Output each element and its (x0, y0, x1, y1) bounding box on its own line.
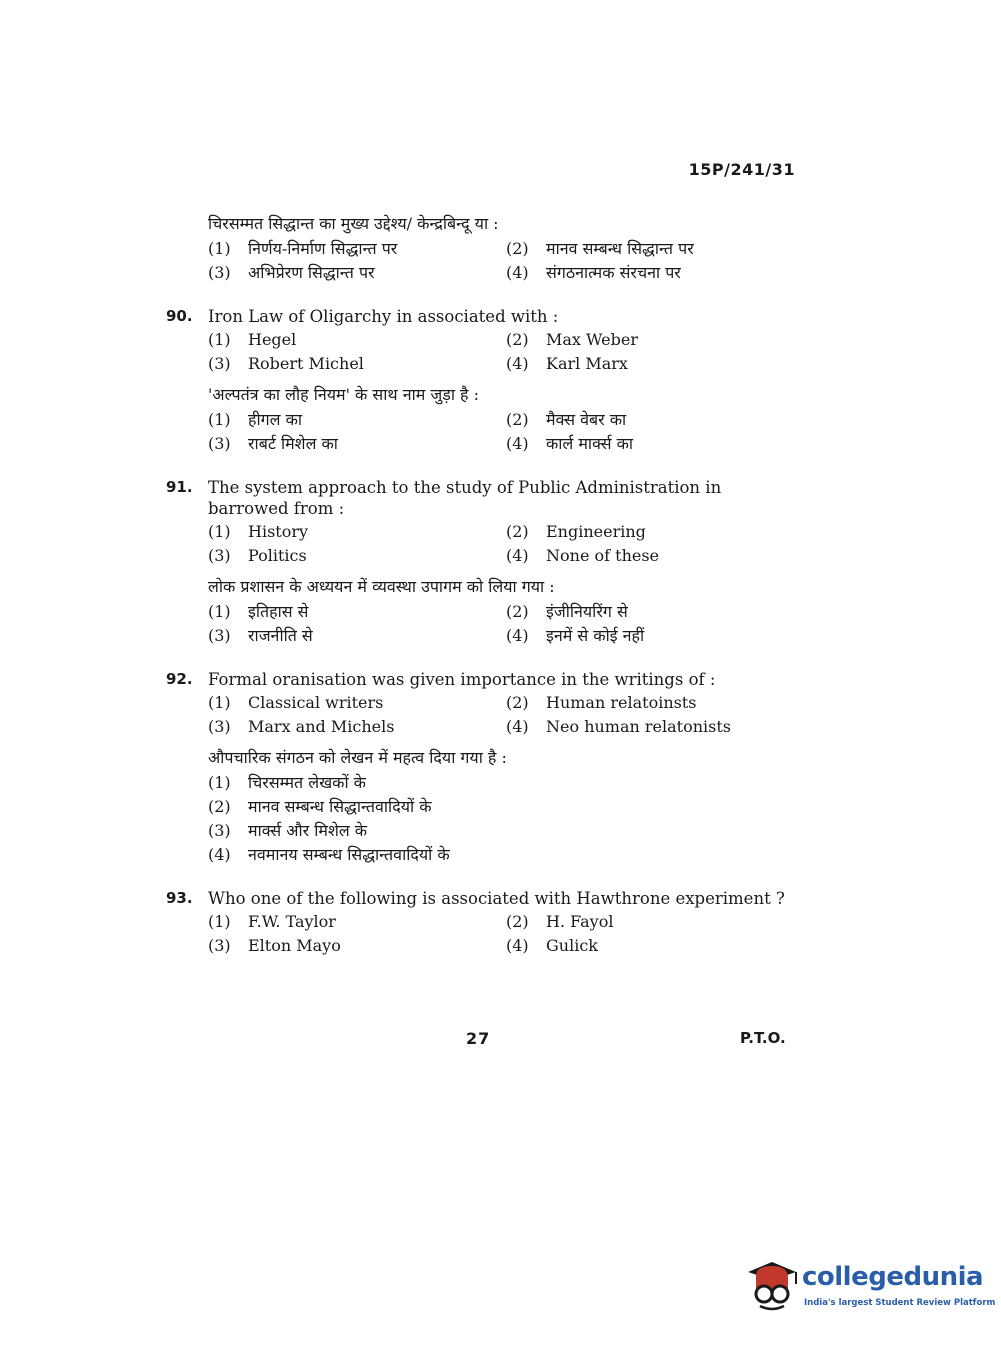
hindi-options (166, 772, 806, 866)
option: (3) Politics (208, 546, 307, 565)
option: (2) H. Fayol (506, 912, 614, 931)
question-89-hindi-continuation (166, 212, 806, 284)
option: (4) नवमानय सम्बन्ध सिद्धान्तवादियों के (208, 845, 450, 864)
option: (2) मानव सम्बन्ध सिद्धान्तवादियों के (208, 797, 432, 816)
question-number: 91. (166, 478, 193, 496)
option: (2) Max Weber (506, 330, 638, 349)
option: (4) None of these (506, 546, 660, 565)
english-options (166, 911, 806, 957)
question-hindi-text: 'अल्पतंत्र का लौह नियम' के साथ नाम जुड़ा है : (208, 385, 480, 404)
english-options (166, 521, 806, 567)
brand-tagline: India's largest Student Review Platform (804, 1298, 996, 1308)
option: (1) Hegel (208, 330, 297, 349)
option: (1) Classical writers (208, 693, 384, 712)
option: (1) F.W. Taylor (208, 912, 336, 931)
option: (4) Karl Marx (506, 354, 628, 373)
option: (2) मानव सम्बन्ध सिद्धान्त पर (506, 239, 694, 258)
option: (3) मार्क्स और मिशेल के (208, 821, 368, 840)
option: (3) Elton Mayo (208, 936, 341, 955)
question-english-text: 91. The system approach to the study of Public Administration in barrowed from : (166, 478, 722, 518)
option: (4) Gulick (506, 936, 598, 955)
option: (2) Human relatoinsts (506, 693, 697, 712)
collegedunia-watermark (742, 1254, 996, 1324)
question-number: 92. (166, 670, 193, 688)
hindi-options (166, 238, 806, 284)
question-english-text: 90. Iron Law of Oligarchy in associated with : (166, 307, 559, 326)
page-number: 27 (466, 1029, 491, 1048)
english-options (166, 692, 806, 738)
option: (3) Robert Michel (208, 354, 364, 373)
option: (1) चिरसम्मत लेखकों के (208, 773, 366, 792)
question-hindi-text: चिरसम्मत सिद्धान्त का मुख्य उद्देश्य/ केन्द्रबिन्दू या : (208, 214, 499, 233)
option: (3) राजनीति से (208, 626, 313, 645)
pto-label: P.T.O. (740, 1029, 786, 1047)
option: (2) Engineering (506, 522, 646, 541)
option: (1) History (208, 522, 309, 541)
question-hindi-text: औपचारिक संगठन को लेखन में महत्व दिया गया है : (208, 748, 507, 767)
english-options (166, 329, 806, 375)
question-91 (166, 477, 806, 647)
question-90 (166, 306, 806, 455)
hindi-options (166, 601, 806, 647)
paper-code: 15P/241/31 (688, 160, 795, 179)
option: (1) हीगल का (208, 410, 303, 429)
question-list (166, 212, 806, 979)
question-93 (166, 888, 806, 957)
question-92 (166, 669, 806, 866)
question-number: 93. (166, 889, 193, 907)
option: (4) Neo human relatonists (506, 717, 732, 736)
question-number: 90. (166, 307, 193, 325)
question-hindi-text: लोक प्रशासन के अध्ययन में व्यवस्था उपागम को लिया गया : (208, 577, 555, 596)
option: (1) निर्णय-निर्माण सिद्धान्त पर (208, 239, 398, 258)
option: (4) इनमें से कोई नहीं (506, 626, 645, 645)
option: (1) इतिहास से (208, 602, 309, 621)
option: (3) अभिप्रेरण सिद्धान्त पर (208, 263, 375, 282)
hindi-options (166, 409, 806, 455)
option: (4) संगठनात्मक संरचना पर (506, 263, 681, 282)
option: (3) राबर्ट मिशेल का (208, 434, 338, 453)
option: (3) Marx and Michels (208, 717, 395, 736)
question-english-text: 93. Who one of the following is associated with Hawthrone experiment ? (166, 889, 785, 908)
question-english-text: 92. Formal oranisation was given importance in the writings of : (166, 670, 716, 689)
option: (2) मैक्स वेबर का (506, 410, 627, 429)
brand-name: collegedunia (802, 1262, 984, 1292)
option: (4) कार्ल मार्क्स का (506, 434, 634, 453)
option: (2) इंजीनियरिंग से (506, 602, 628, 621)
student-mascot-icon (742, 1254, 802, 1314)
